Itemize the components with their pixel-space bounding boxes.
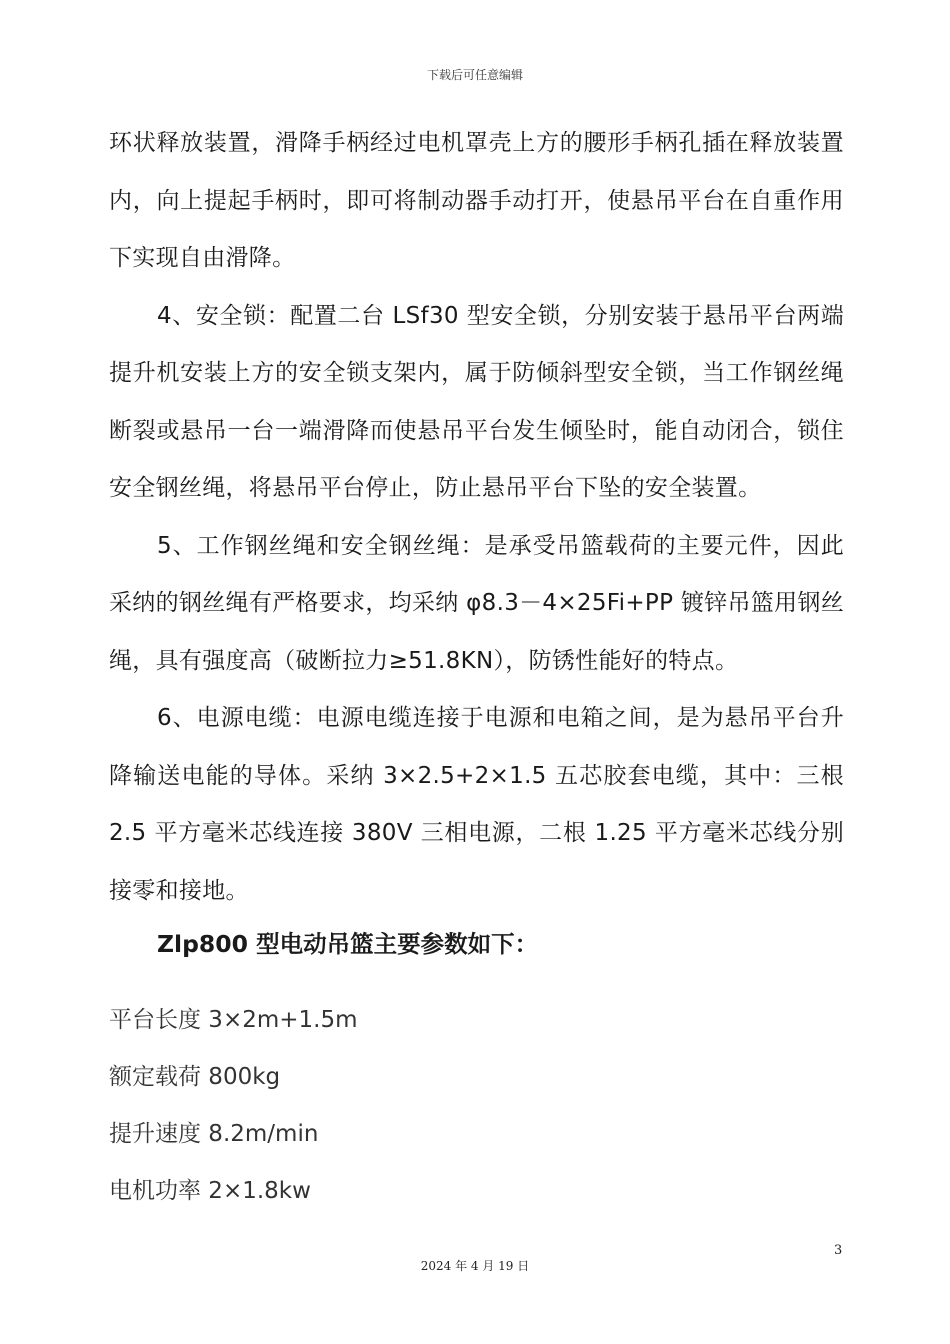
param-rated-load: 额定载荷 800kg bbox=[109, 1064, 281, 1090]
param-platform-length: 平台长度 3×2m+1.5m bbox=[109, 1007, 358, 1033]
paragraph-wire-rope: 5、工作钢丝绳和安全钢丝绳：是承受吊篮载荷的主要元件，因此采纳的钢丝绳有严格要求，均采纳 φ8.3－4×25Fi+PP 镀锌吊篮用钢丝绳，具有强度高（破断拉力≥51.8KN），防锈性能好的特点。 bbox=[109, 532, 844, 674]
paragraph-continued: 环状释放装置，滑降手柄经过电机罩壳上方的腰形手柄孔插在释放装置内，向上提起手柄时，即可将制动器手动打开，使悬吊平台在自重作用下实现自由滑降。 bbox=[109, 130, 844, 271]
document-body bbox=[109, 115, 844, 920]
section-title: Zlp800 型电动吊篮主要参数如下： bbox=[157, 930, 539, 958]
param-motor-power: 电机功率 2×1.8kw bbox=[109, 1178, 311, 1204]
parameter-list bbox=[109, 992, 358, 1220]
param-lift-speed: 提升速度 8.2m/min bbox=[109, 1121, 319, 1147]
page-number: 3 bbox=[834, 1243, 843, 1258]
paragraph-safety-lock: 4、安全锁：配置二台 LSf30 型安全锁，分别安装于悬吊平台两端提升机安装上方的安全锁支架内，属于防倾斜型安全锁，当工作钢丝绳断裂或悬吊一台一端滑降而使悬吊平台发生倾坠时，能自动闭合，锁住安全钢丝绳，将悬吊平台停止，防止悬吊平台下坠的安全装置。 bbox=[109, 302, 844, 501]
page-footer-date: 2024 年 4 月 19 日 bbox=[420, 1259, 530, 1273]
page-header: 下载后可任意编辑 bbox=[426, 68, 523, 82]
paragraph-power-cable: 6、电源电缆：电源电缆连接于电源和电箱之间，是为悬吊平台升降输送电能的导体。采纳 3×2.5+2×1.5 五芯胶套电缆，其中：三根 2.5 平方毫米芯线连接 380V 三相电源，二根 1.25 平方毫米芯线分别接零和接地。 bbox=[109, 705, 844, 904]
